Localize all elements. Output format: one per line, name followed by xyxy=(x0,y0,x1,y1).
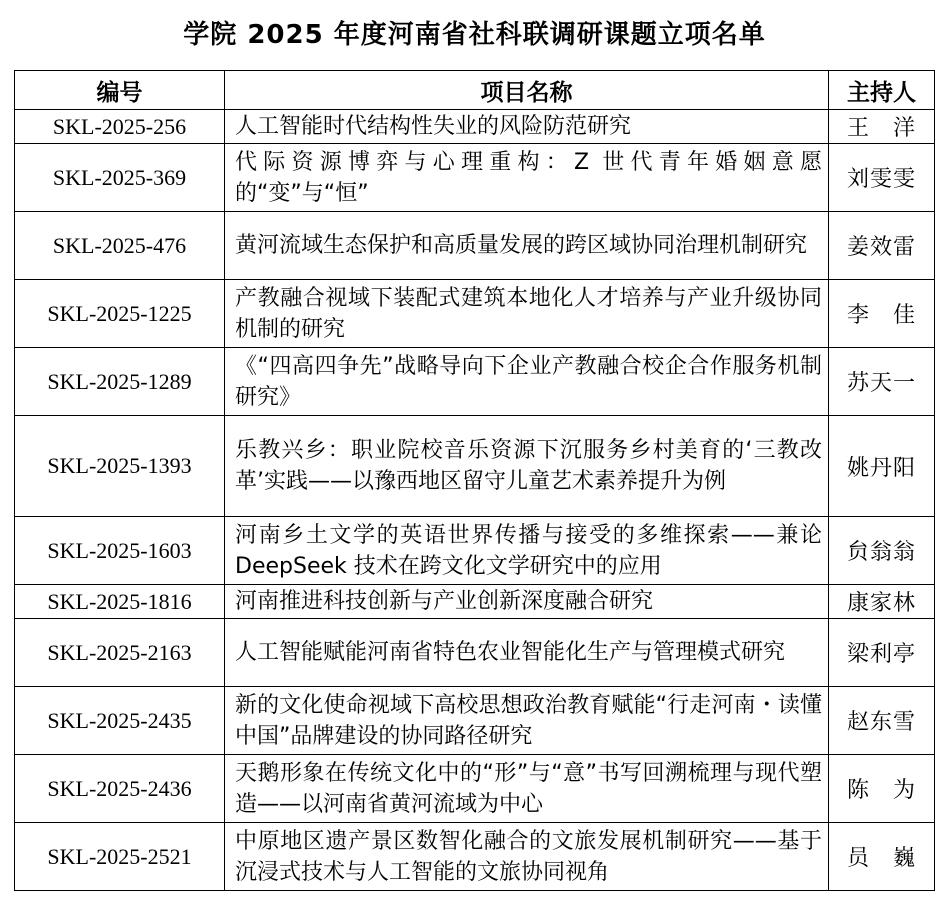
project-host: 刘雯雯 xyxy=(829,144,935,212)
project-code: SKL-2025-2163 xyxy=(15,619,225,687)
table-row xyxy=(15,110,935,144)
table-row xyxy=(15,755,935,823)
project-host: 赵东雪 xyxy=(829,687,935,755)
project-code: SKL-2025-2435 xyxy=(15,687,225,755)
project-name: 乐教兴乡：职业院校音乐资源下沉服务乡村美育的‘三教改革’实践——以豫西地区留守儿童艺术素养提升为例 xyxy=(225,416,829,517)
project-code: SKL-2025-1393 xyxy=(15,416,225,517)
table-row xyxy=(15,280,935,348)
project-code: SKL-2025-369 xyxy=(15,144,225,212)
project-host: 姜效雷 xyxy=(829,212,935,280)
header-code: 编号 xyxy=(15,71,225,110)
project-name: 代际资源博弈与心理重构：Z 世代青年婚姻意愿的“变”与“恒” xyxy=(225,144,829,212)
table-row xyxy=(15,585,935,619)
document-title: 学院 2025 年度河南省社科联调研课题立项名单 xyxy=(183,20,766,50)
project-code: SKL-2025-476 xyxy=(15,212,225,280)
project-code: SKL-2025-256 xyxy=(15,110,225,144)
project-name: 产教融合视域下装配式建筑本地化人才培养与产业升级协同机制的研究 xyxy=(225,280,829,348)
project-name: 天鹅形象在传统文化中的“形”与“意”书写回溯梳理与现代塑造——以河南省黄河流域为中心 xyxy=(225,755,829,823)
project-host: 姚丹阳 xyxy=(829,416,935,517)
table-row xyxy=(15,619,935,687)
project-host: 李 佳 xyxy=(829,280,935,348)
table-row xyxy=(15,687,935,755)
table-header-row xyxy=(15,71,935,110)
table-row xyxy=(15,823,935,891)
table-row xyxy=(15,416,935,517)
project-name: 河南乡土文学的英语世界传播与接受的多维探索——兼论 DeepSeek 技术在跨文化文学研究中的应用 xyxy=(225,517,829,585)
project-code: SKL-2025-1225 xyxy=(15,280,225,348)
project-code: SKL-2025-2521 xyxy=(15,823,225,891)
header-name: 项目名称 xyxy=(225,71,829,110)
header-host: 主持人 xyxy=(829,71,935,110)
project-name: 中原地区遗产景区数智化融合的文旅发展机制研究——基于沉浸式技术与人工智能的文旅协同视角 xyxy=(225,823,829,891)
project-name: 人工智能时代结构性失业的风险防范研究 xyxy=(225,110,829,144)
project-name: 人工智能赋能河南省特色农业智能化生产与管理模式研究 xyxy=(225,619,829,687)
project-host: 员 巍 xyxy=(829,823,935,891)
project-table xyxy=(14,70,935,891)
table-row xyxy=(15,517,935,585)
project-host: 康家林 xyxy=(829,585,935,619)
project-name: 河南推进科技创新与产业创新深度融合研究 xyxy=(225,585,829,619)
project-name: 黄河流域生态保护和高质量发展的跨区域协同治理机制研究 xyxy=(225,212,829,280)
project-code: SKL-2025-1816 xyxy=(15,585,225,619)
project-host: 陈 为 xyxy=(829,755,935,823)
project-host: 贠翁翁 xyxy=(829,517,935,585)
project-code: SKL-2025-2436 xyxy=(15,755,225,823)
table-row xyxy=(15,144,935,212)
project-code: SKL-2025-1289 xyxy=(15,348,225,416)
project-code: SKL-2025-1603 xyxy=(15,517,225,585)
project-host: 苏天一 xyxy=(829,348,935,416)
project-host: 王 洋 xyxy=(829,110,935,144)
project-name: 新的文化使命视域下高校思想政治教育赋能“行走河南・读懂中国”品牌建设的协同路径研究 xyxy=(225,687,829,755)
table-row xyxy=(15,212,935,280)
table-row xyxy=(15,348,935,416)
project-name: 《“四高四争先”战略导向下企业产教融合校企合作服务机制研究》 xyxy=(225,348,829,416)
project-host: 梁利亭 xyxy=(829,619,935,687)
